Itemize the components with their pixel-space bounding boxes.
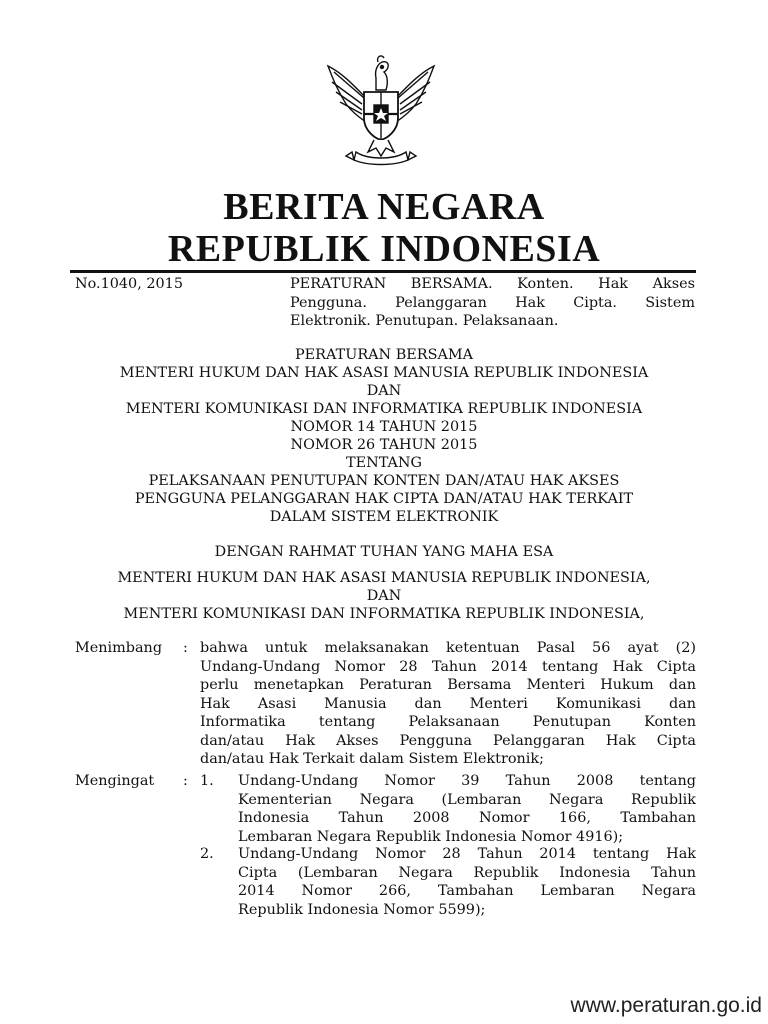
heading-line: MENTERI KOMUNIKASI DAN INFORMATIKA REPUBLIK INDONESIA bbox=[125, 401, 643, 417]
mengingat-item-number: 2. bbox=[200, 846, 214, 862]
mengingat-line: Indonesia Tahun 2008 Nomor 166, Tambahan bbox=[238, 810, 696, 826]
mengingat-line: Lembaran Negara Republik Indonesia Nomor 4916); bbox=[238, 828, 624, 845]
menimbang-line: Undang-Undang Nomor 28 Tahun 2014 tentang Hak Cipta bbox=[200, 658, 696, 675]
grace-line: DENGAN RAHMAT TUHAN YANG MAHA ESA bbox=[214, 544, 554, 560]
gazette-title-line1: BERITA NEGARA bbox=[223, 186, 545, 228]
heading-line: TENTANG bbox=[346, 455, 422, 471]
menimbang-line: dan/atau Hak Terkait dalam Sistem Elektronik; bbox=[200, 751, 544, 767]
menimbang-text bbox=[200, 639, 696, 769]
mengingat-item-number: 1. bbox=[200, 773, 214, 789]
footer-url-link[interactable]: www.peraturan.go.id bbox=[570, 994, 762, 1017]
heading-line: NOMOR 26 TAHUN 2015 bbox=[290, 437, 478, 453]
subject-line: PERATURAN BERSAMA. Konten. Hak Akses bbox=[290, 276, 695, 292]
mengingat-line: 2014 Nomor 266, Tambahan Lembaran Negara bbox=[238, 883, 696, 899]
menimbang-line: Hak Asasi Manusia dan Menteri Komunikasi dan bbox=[200, 695, 696, 712]
menimbang-line: perlu menetapkan Peraturan Bersama Menteri Hukum dan bbox=[200, 677, 696, 693]
menimbang-colon: : bbox=[183, 640, 188, 656]
menimbang-label: Menimbang bbox=[75, 640, 163, 656]
heading-line: PERATURAN BERSAMA bbox=[294, 347, 474, 363]
subject-line: Elektronik. Penutupan. Pelaksanaan. bbox=[290, 313, 559, 329]
heading-line: PELAKSANAAN PENUTUPAN KONTEN DAN/ATAU HAK AKSES bbox=[148, 473, 620, 489]
menimbang-line: dan/atau Hak Akses Pengguna Pelanggaran Hak Cipta bbox=[200, 732, 696, 749]
heading-line: NOMOR 14 TAHUN 2015 bbox=[290, 419, 478, 435]
mengingat-colon: : bbox=[183, 773, 188, 789]
garuda-emblem-icon bbox=[316, 48, 446, 170]
heading-line: PENGGUNA PELANGGARAN HAK CIPTA DAN/ATAU HAK TERKAIT bbox=[134, 491, 634, 507]
heading-line: DALAM SISTEM ELEKTRONIK bbox=[269, 509, 499, 525]
mengingat-line: Undang-Undang Nomor 28 Tahun 2014 tentang Hak bbox=[238, 846, 696, 862]
mengingat-line: Undang-Undang Nomor 39 Tahun 2008 tentang bbox=[238, 773, 696, 789]
mengingat-item-text bbox=[238, 845, 696, 919]
menimbang-line: bahwa untuk melaksanakan ketentuan Pasal 56 ayat (2) bbox=[200, 640, 696, 656]
mengingat-line: Kementerian Negara (Lembaran Negara Republik bbox=[238, 791, 696, 808]
subject-line: Pengguna. Pelanggaran Hak Cipta. Sistem bbox=[290, 294, 695, 311]
menimbang-line: Informatika tentang Pelaksanaan Penutupan Konten bbox=[200, 714, 696, 730]
doc-number: No.1040, 2015 bbox=[75, 276, 183, 292]
heading-line: DAN bbox=[366, 383, 402, 399]
minister-line: DAN bbox=[366, 588, 402, 604]
gazette-title-line2: REPUBLIK INDONESIA bbox=[167, 228, 601, 270]
doc-subject bbox=[290, 275, 695, 331]
minister-line: MENTERI KOMUNIKASI DAN INFORMATIKA REPUBLIK INDONESIA, bbox=[123, 606, 645, 622]
heading-line: MENTERI HUKUM DAN HAK ASASI MANUSIA REPUBLIK INDONESIA bbox=[119, 365, 649, 381]
mengingat-label: Mengingat bbox=[75, 773, 155, 789]
mengingat-line: Cipta (Lembaran Negara Republik Indonesia Tahun bbox=[238, 864, 696, 881]
mengingat-line: Republik Indonesia Nomor 5599); bbox=[238, 901, 486, 918]
mengingat-item-text bbox=[238, 772, 696, 846]
header-divider bbox=[70, 270, 696, 273]
minister-line: MENTERI HUKUM DAN HAK ASASI MANUSIA REPUBLIK INDONESIA, bbox=[117, 570, 651, 586]
